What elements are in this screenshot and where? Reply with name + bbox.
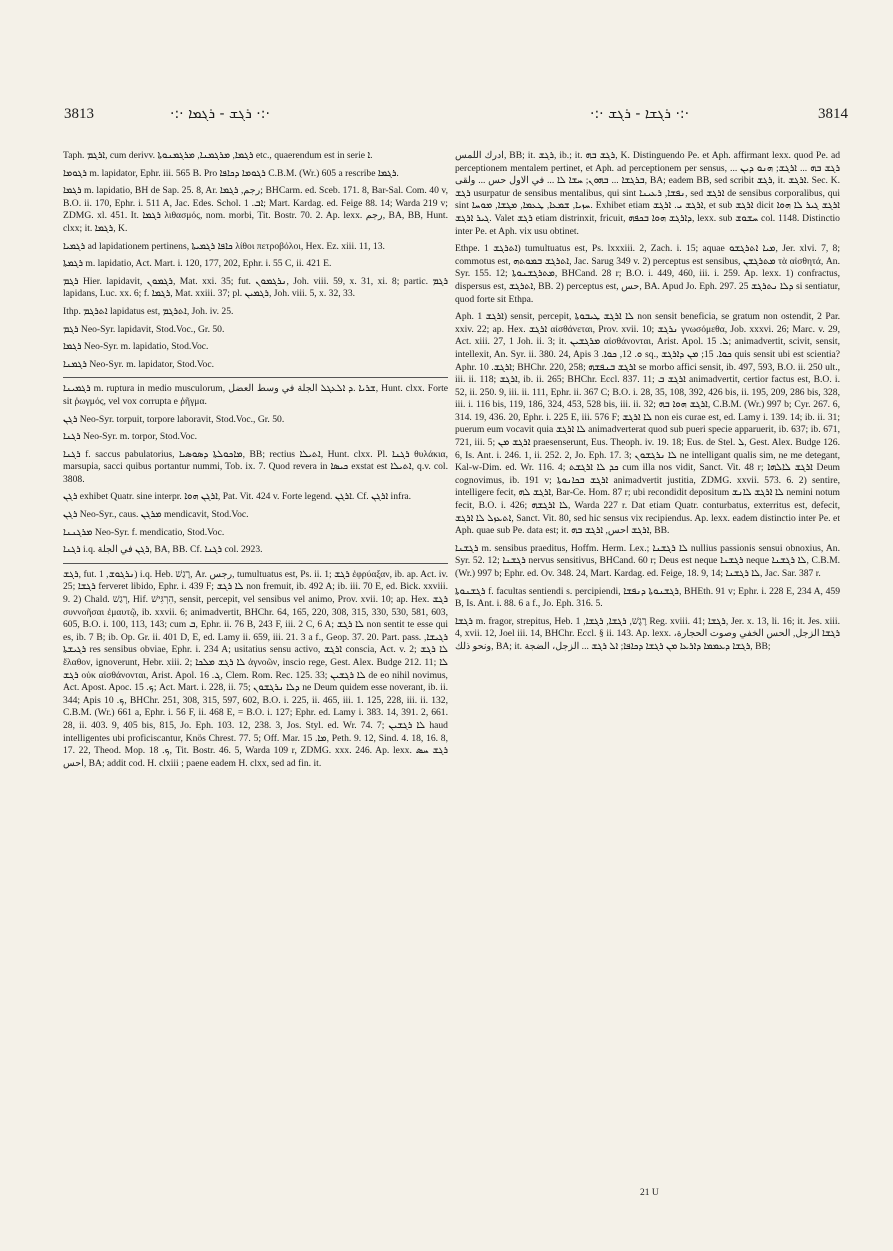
dictionary-entry: ܪܓܫܢܐ m. sensibus praeditus, Hoffm. Herm. Lex.; ܠܐ ܪܓܫܢܐ nullius passionis sensui obnoxius, An. Syr. 52. 12; ܪܓܫܢܐ nervus sensitivus, BHCand. 60 r; Deus est neque ܪܓܫܢܐ neque ܠܐ ܪܓܫܢܐ, C.B.M. (Wr.) 997 b; Ephr. ed. Ov. 348. 24, Mart. Kardag. ed. Feige, 18. 9, 14; ܠܐ ܪܓܫܢܐ, Jac. Sar. 387 r. [455,542,841,579]
right-page-number: 3814 [818,106,848,122]
dictionary-entry: ܪܓܢ Neo-Syr. torpuit, torpore laboravit, Stod.Voc., Gr. 50. [63,413,285,425]
dictionary-entry: ܪܓܡܢܐ Neo-Syr. m. lapidator, Stod.Voc. [63,358,215,370]
dictionary-entry: ܪܓܢ Neo-Syr., caus. ܡܪܓܢ mendicavit, Stod.Voc. [63,509,249,521]
dictionary-entry: Aph. ܐܪܓܫ 1) sensit, percepit, ܠܐ ܐܪܓܫ ܛܝܒܘܬܐ non sensit beneficia, se gratum non ostendit, 2 Par. xxiv. 22; ap. Hex. ܐܪܓܫ αἰσθάνεται, Prov. xvii. 10; ܢܪܓܫ γνωσόμεθα, Job. xxxvi. 26; Marc. v. 29, Act. xiii. 27, 1 Joh. ii. 3; it. ܡܪܓܫܝܢ αἰσθάνονται, Arist. Apol. ܠ. 15; animadvertit, scivit, sensit, intellexit, An. Syr. ii. 380. 24, Apis ܘ. 12, ܟܘܐ. 3 sq., ܟܘܐ. 15; ܡܢ ܕܐܪܓܫ quis sensit ubi est scientia? Aphr. ܐܪܓܫ. 10; BHChr. 220, 258; ܐܪܓܫ ܒܢܦܫܗ se morbo affici sensit, ib. 497, 593, B.O. ii. 250 ult., iii. ii. 118; ܐܪܓܫ, ib. ii. 265; BHChr. Eccl. 837. 11; ܐܪܓܫ ܒ animadvertit, certior factus est, B.O. i. 52, ii. 250. 9, iii. ii. 111, Ephr. ii. 367 C; B.O. i. 28, 35, 108, 392, 426 bis, ii. 195, 209, 286 bis, 328, iii. i. 116 bis, 119, 186, 324, 453, 528 bis, iii. ii. 32; ܐܪܓܫ ܗܘܐ ܒܗ, C.B.M. (Wr.) 997 b; Cyr. 267. 6, 314. 19, 436. 20, Ephr. i. 225 E, iii. 576 F; ܠܐ ܐܪܓܫ non eis curae est, ed. Lamy i. 139. 14; ib. ii. 31; puerum eum vocavit quia ܠܐ ܐܪܓܫ animadverterat quod sub pueri specie apparuerit, ib. 637; ib. 671, 721, iii. 5; ܐܪܓܫ ܡܢ praesenserunt, Eus. Theoph. iv. 19. 18; Eus. de Stel. ܠ, Gest. Alex. Budge 126. 6, Is. Ant. i. 246. 1, ii. 252. 2, Jo. Eph. 17. 3; ܠܐ ܢܪܓܫܘܢ ne intelligant qualis sim, ne me detegant, Kal-w-Dim. ed. Wr. 116. 4; ܟܕ ܠܐ ܐܪܓܫܬ cum illa nos vidit, Sanct. Vit. 48 r; ܐܪܓܫ ܠܐܠܗܐ Deum cognovimus, ib. 191 v; ܐܪܓܫ ܒܟܐܢܘܬܐ animadvertit justitia, ZDMG. xxvii. 573. 6. 2) sentire, intelligere fecit, ܐܪܓܫ ܠܗ, Bar-Ce. Hom. 87 r; ubi recondidit depositum ܠܐ ܐܪܓܫ ܠܐܢܫ nemini notum fecit, B.O. i. 426; ܠܐ ܐܪܓܫܗ, Warda 227 r. Dat etiam Quatr. conturbatus, exterritus est, defecit, ܐܬܥܙܠ ܠܐ ܐܪܓܫ, Sanct. Vit. 80, sed hic sensus vix recipiendus. Ap. lexx. eadem distinctio inter Pe. et Aph. quae sub Pe. data est; it. ܐܪܓܫ احس, ܐܪܓܫ ܒܗ, BB. [455,311,841,537]
dictionary-entry: ܪܓܡܝܢܐ m. ruptura in medio musculorum, ܫܪܝܐ .ܕ ܐܠܥܓܠ الجلة في وسط العضل, Hunt. clxx. Forte sit ῥωγμός, vel vox corrupta e ῥῆγμα. [63,377,448,408]
dictionary-entry: ܪܓܡܐ Neo-Syr. m. lapidatio, Stod.Voc. [63,341,209,353]
dictionary-entry: ܪܓܫ, fut. ܢܪܓܘܫ, 1) i.q. Heb. רָגַשׁ, Ar. رجس, tumultuatus est, Ps. ii. 1; ܪܓܫ ἐφρύαξαν, ib. ap. Act. iv. 25; ܪܓܫܐ ferveret libido, Ephr. i. 439 F; ܠܐ ܪܓܫ non fremuit, ib. 492 A; ib. iii. 70 E, ed. Bick. xxviii. 9. 2) Chald. רְגַשׁ, Hif. הִרְגִּישׁ, sensit, percepit, vel sensibus vel animo, Prov. xvii. 10; ap. Hex. ܪܓܫ συννοῆσαι ἐμαυτῷ, ib. xxvii. 6; animadvertit, BHChr. 64, 165, 220, 308, 315, 330, 530, 581, 603, 605, B.O. i. 100, 113, 143; cum ܒ, Ephr. ii. 76 B, 243 F, iii. 2 C, 6 A; ܠܐ ܪܓܫ non sentit te esse qui es, ib. 7 B; ib. Op. Gr. ii. 401 D, E, ed. Lamy ii. 659, iii. 21. 3 a f., Geop. 37. 20. Part. pass. ܪܓܝܫܐ, ܪܓܝܫܬܐ res sensibus obviae, Ephr. i. 234 A; usitatius sensu activo, ܐܪܓܫ conscia, Act. v. 2; ܠܐ ܪܓܫ ἔλαθον, ignoverunt, Hebr. xiii. 2; ܠܐ ܪܓܫ ܡܠܟܐ ἀγνοῶν, inscio rege, Gest. Alex. Budge 212. 11; ܠܐ ܪܓܫ οὐκ αἰσθάνονται, Arist. Apol. ܓ. 16, Clem. Rom. Rec. 125. 33; ܠܐ ܪܓܫܝܢ de eo nihil novimus, Act. Apost. Apoc. ܟ. 15; Act. Mart. i. 228, ii. 75; ܕܠܐ ܢܪܓܫܘܢ ne Deum quidem esse noverant, ib. ii. 344; Apis ܟ. 10, BHChr. 251, 308, 315, 597, 602, B.O. i. 225, ii. 465, iii. 1. 125, 228, iii. ii. 132, C.B.M. (Wr.) 661 a, Ephr. i. 56 F, ii. 468 E, = B.O. i. 127; Ephr. ed. Lamy i. 383. 14, 391. 2, 661. 28, ii. 403. 9, 405 bis, 815, Jo. Eph. 103. 12, 238. 3, Jos. Styl. ed. Wr. 74. 7; ܠܐ ܪܓܫܝܢ haud intelligentes ubi proficiscantur, Knös Chrest. 77. 5; Off. Mar. ܡܐ. 15, Peth. 9. 12, Sind. 4. 18, 16. 8, 17. 22, Theod. Mop. ܟ. 18, Tit. Bostr. 46. 5, Warda 109 r, ZDMG. xxx. 246. Ap. lexx. ܪܓܫ ܚܣ احس, BA; addit cod. H. clxiii ; paene eadem H. clxx, sed ad fin. it. [63,563,448,771]
dictionary-entry: ܪܓܡܐ m. lapidatio, BH de Sap. 25. 8, Ar. رجم, ܪܓܡܐ; BHCarm. ed. Sceb. 171. 8, Bar-Sal. Com. 40 v, B.O. ii. 170, Ephr. i. 511 A, Jac. Edes. Schol. ܐܒ. 1; Mart. Kardag. ed. Feige 88. 14; Warda 219 v; ZDMG. xl. 451. It. ܪܓܡܐ λιθασμός, nom. morbi, Tit. Bostr. 70. 2. Ap. lexx. رجم, BA, BB, Hunt. clxx; it. ܪܓܡܐ, K. [63,185,448,234]
right-running-title: ·:· ܪܓܫܐ - ܪܓܫ ·:· [590,106,690,122]
dictionary-entry: Ethpe. ܐܬܪܓܫ 1) tumultuatus est, Ps. lxxxiii. 2, Zach. i. 15; aquae ܡܝܐ ܐܬܪܓܫܘ, Jer. xlvi. 7, 8; commotus est, ܐܬܪܓܫ ܒܡܘܬܗ, Jac. Sarug 349 v. 2) perceptus est sensibus, ܡܬܪܓܫܢ τὰ αἰσθητά, An. Syr. 155. 12; ܡܬܪܓܫܢܘܬܐ, BHCand. 28 r; B.O. i. 449, 460, iii. i. 259. Ap. lexx. 1) confractus, dispersus est, ܐܬܪܓܫ, BB. 2) perceptus est, حس, BA. Apud Jo. Eph. 297. 25 ܕܠܐ ܢܬܪܓܫ si sentiatur, quod forte sit Ethpa. [455,243,841,305]
page-signature: 21 U [640,1188,659,1198]
dictionary-entry: ܪܓܡܝܐ ad lapidationem pertinens, ܟܐܦܐ ܪܓܡܝܬܐ λίθοι πετροβόλοι, Hex. Ez. xiii. 11, 13. [63,240,385,252]
dictionary-entry: Ithp. ܐܬܪܓܡ lapidatus est, ܐܬܪܓܡ, Joh. iv. 25. [63,305,234,317]
dictionary-entry: ܪܓܡ Hier. lapidavit, ܪܓܡܘܢ, Mat. xxi. 35; fut. ܢܪܓܡܘܢ, Joh. viii. 59, x. 31, xi. 8; partic. ܪܓܡ lapidans, Luc. xx. 6; f. ܪܓܡܐ, Mat. xxiii. 37; pl. ܪܓܡܝܢ, Joh. viii. 5, x. 32, 33. [63,275,448,300]
dictionary-entry: ܪܓܢܐ Neo-Syr. m. torpor, Stod.Voc. [63,431,198,443]
dictionary-entry: ܪܓܡܬܐ m. lapidatio, Act. Mart. i. 120, 177, 202, Ephr. i. 55 C, ii. 421 E. [63,258,332,270]
right-column [455,150,840,659]
dictionary-entry: ܪܓܢ exhibet Quatr. sine interpr. ܐܪܓܢ ܗܘܐ, Pat. Vit. 424 v. Forte legend. ܐܪܓܢ. Cf. ܐܪܓܢ infra. [63,491,412,503]
dictionary-entry: ܪܓܫܐ m. fragor, strepitus, Heb. רֶגֶשׁ, ܪܓܫܐ, ܪܓܫܐ, 1 Reg. xviii. 41; ܪܓܫܐ, Jer. x. 13, li. 16; it. Jes. xiii. 4, xvii. 12, Joel iii. 14, BHChr. Eccl. § ii. 143. Ap. lexx. ܪܓܫܐ الزجل, الحس الخفي وصوت الحجارة، ونحو ذلك, BA; it. ܪܓܫܐ ܕܥܡܡܐ ܕܐܪܥܐ ܡܢ ܪܓܫܐ ܕܟܐܦܐ; ܐܠ ܪܓܫ ... الزجل، الضجة, BB; [455,615,840,652]
dictionary-entry: Taph. ܐܪܓܡ, cum derivv. ܪܓܡܐ, ܡܪܓܡܢܐ, ܡܪܓܡܢܘܬܐ etc., quaerendum est in serie ܐ. [63,150,373,161]
left-running-title: ·:· ܪܓܫ - ܪܓܡܐ ·:· [170,106,270,122]
dictionary-entry: ܡܪܓܢܢܐ Neo-Syr. f. mendicatio, Stod.Voc. [63,526,225,538]
dictionary-entry: ܪܓܘܡܐ m. lapidator, Ephr. iii. 565 B. Pro ܪܓܘܡܐ ܕܟܐܦܐ C.B.M. (Wr.) 605 a rescribe ܪܓܡܐ. [63,167,399,179]
left-page-number: 3813 [64,106,94,122]
dictionary-entry: ܪܓܫܢܘܬܐ f. facultas sentiendi s. percipiendi, ܪܓܫܢܘܬܐ ܕܢܦܫܐ, BHEth. 91 v; Ephr. i. 228 E, 234 A, 459 B, Is. Ant. i. 88. 6 a f., Jo. Eph. 316. 5. [455,585,841,610]
dictionary-entry: ܪܓܡ Neo-Syr. lapidavit, Stod.Voc., Gr. 50. [63,323,225,335]
dictionary-entry: ܪܓܢܐ f. saccus pabulatorius, ܡܐܟܘܠܬܐ ܕܣܘܣܝܐ, BB; rectius ܐܬܝܠܐ, Hunt. clxx. Pl. ܪܓܢܐ θυλάκια, marsupia, sacci quibus portantur nummi, Tob. ix. 7. Quod revera in ܟܝܣܐ exstat est ܐܬܝܠܐ, q.v. col. 3808. [63,448,448,485]
dictionary-entry: ܪܓܢܐ i.q. ܪܓܢ في الجلة, BA, BB. Cf. ܪܓܢܐ col. 2923. [63,544,263,556]
left-column [63,150,448,775]
dictionary-entry: ادرك اللمس, BB; it. ܪܓܫ, ib.; it. ܪܓܫ ܒܗ, K. Distinguendo Pe. et Aph. affirmant lexx. quod Pe. ad perceptionem mentalem pertinet, et Aph. ad perceptionem per sensus, ܪܓܫ ܒܗ ... ܐܪܓܫ; ܗܢܘ ܕܝܢ ... ܒܪܓܫܐ ... ܒܗܘܢ; ܚܫܐ ܠܐ ... في الاول حس ... ولقى, BA; eadem BB, sed scribit ܪܓܫ, it. ܐܪܓܫ. Sec. K. ܪܓܫ usurpatur de sensibus mentalibus, qui sint ܢܦܫܐ, ܪܥܝܢܐ, sed ܐܪܓܫ de sensibus corporalibus, qui sint ܚܙܝܐ, ܫܡܥܐ, ܛܥܡܐ, ܡܓܫܐ, ܡܘܚܐ. Exhibet etiam ܐܪܓܫ ܝ. ܐܪܓܫ, et sub ܐܪܓܫ dicit ܐܪܓܫ ܓܝܪ ܠܐ ܗܘܐ ܓܝܪ ܐܪܓܫ. Valet ܪܓܫ etiam distrinxit, fricuit, ܕܐܪܓܫ ܗܘܐ ܒܟܦܗ, lexx. sub ܚܫܘܫ col. 1148. Distinctio inter Pe. et Aph. vix usu obtinet. [455,150,841,237]
